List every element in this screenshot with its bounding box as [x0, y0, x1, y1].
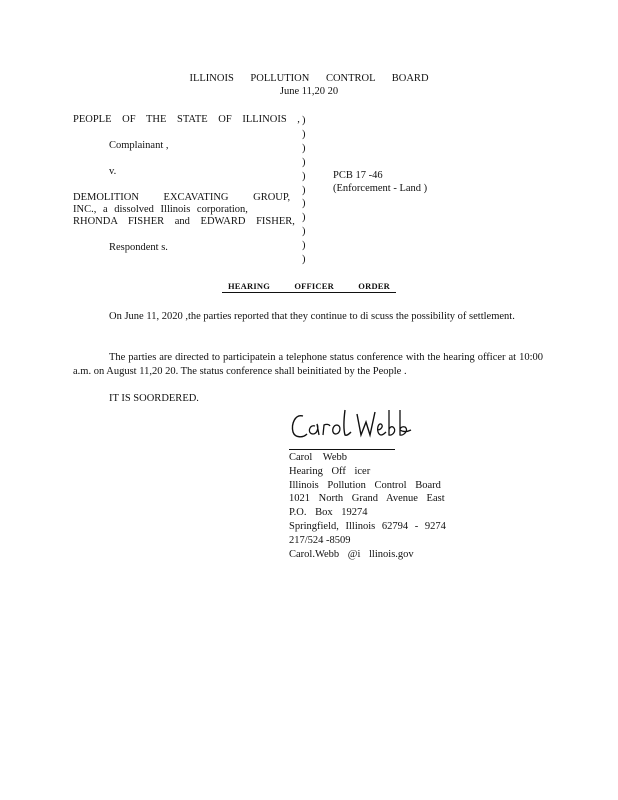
order-date: June 11,20 20 [279, 86, 339, 97]
signature-line [289, 449, 395, 450]
paren: ) [302, 254, 306, 266]
board-name: ILLINOIS POLLUTION CONTROL BOARD [189, 73, 429, 84]
signer-city: Springfield, Illinois 62794 - 9274 [289, 520, 446, 532]
versus-label: v. [109, 166, 117, 178]
signer-org: Illinois Pollution Control Board [289, 479, 441, 491]
defendant-line-3: RHONDA FISHER and EDWARD FISHER, [73, 216, 295, 228]
case-number: PCB 17 -46 [333, 170, 383, 181]
paren: ) [302, 170, 306, 182]
signer-email: Carol.Webb @i llinois.gov [289, 548, 414, 560]
signer-name: Carol Webb [289, 452, 347, 463]
handwritten-signature [289, 406, 419, 450]
paren: ) [302, 212, 306, 224]
signer-po-box: P.O. Box 19274 [289, 507, 368, 519]
signature-image [289, 406, 419, 446]
plaintiff-name: PEOPLE OF THE STATE OF ILLINOIS , [73, 114, 300, 125]
order-paragraph-1: On June 11, 2020 ,the parties reported that they continue to di scuss the possibility of settlement. [109, 311, 515, 322]
paren: ) [302, 240, 306, 252]
caption-parentheses [302, 114, 306, 267]
paren: ) [302, 128, 306, 140]
paren: ) [302, 198, 306, 210]
order-paragraph-3: IT IS SOORDERED. [109, 393, 199, 404]
signer-title: Hearing Off icer [289, 465, 371, 477]
signer-address: 1021 North Grand Avenue East [289, 493, 445, 505]
paren: ) [302, 226, 306, 238]
signature-details [289, 451, 446, 561]
order-paragraph-2: The parties are directed to participatein a telephone status conference with the hearing officer at 10:00 a.m. on August 11,20 20. The status conference shall beinitiated by the People . [73, 352, 543, 377]
paren: ) [302, 115, 306, 126]
case-info [333, 170, 427, 195]
signer-phone: 217/524 -8509 [289, 534, 351, 546]
case-type: (Enforcement - Land ) [333, 183, 428, 195]
order-title-text: HEARING OFFICER ORDER [222, 281, 396, 293]
complainant-label: Complainant , [109, 140, 169, 152]
respondent-label: Respondent s. [109, 242, 168, 254]
order-title [0, 282, 618, 292]
paren: ) [302, 184, 306, 196]
defendant-line-2: INC., a dissolved Illinois corporation, [73, 204, 248, 216]
defendant-line-1: DEMOLITION EXCAVATING GROUP, [73, 192, 291, 204]
paren: ) [302, 142, 306, 154]
caption-parties [73, 114, 300, 254]
paren: ) [302, 156, 306, 168]
